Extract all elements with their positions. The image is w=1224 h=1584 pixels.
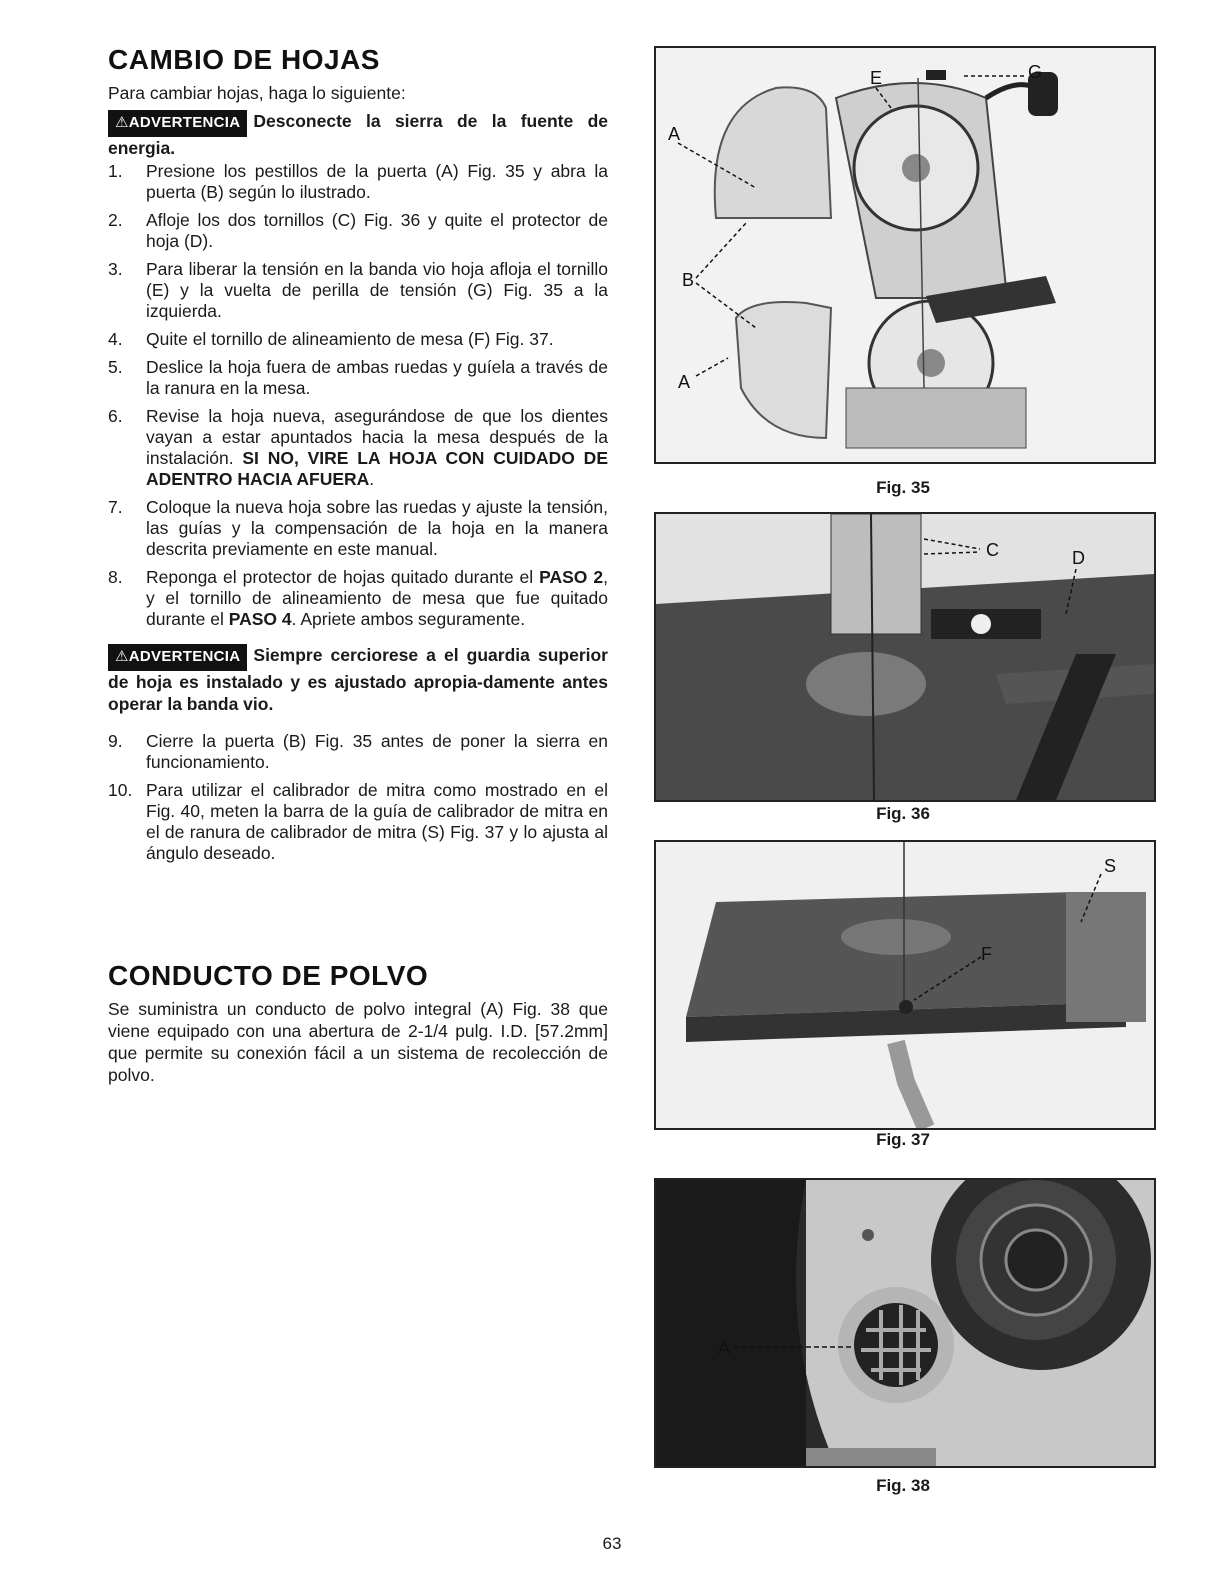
figure-37-image: [654, 840, 1156, 1130]
fig38-label-a: A: [718, 1338, 731, 1358]
step-text: Reponga el protector de hojas quitado durante el: [146, 567, 540, 587]
warning-text-2: Siempre cerciorese a el guardia superior de hoja es instalado y es ajustado apropia-damente antes operar la banda vio.: [108, 645, 608, 714]
step-text: Cierre la puerta (B) Fig. 35 antes de poner la sierra en funcionamiento.: [146, 731, 608, 772]
step-number: 8.: [108, 567, 123, 587]
step-number: 9.: [108, 731, 123, 751]
figure-35-image: [654, 46, 1156, 464]
step-text: PASO 2: [539, 567, 604, 587]
step-number: 6.: [108, 406, 123, 426]
step-text: Revise la hoja nueva, asegurándose de que los dientes vayan a estar apuntados hacia la mesa después de la instalación.: [146, 406, 608, 468]
step-text: Para liberar la tensión en la banda vio hoja afloja el tornillo (E) y la vuelta de perilla de tensión (G) Fig. 35 a la izquierda.: [146, 259, 608, 321]
step-text: Para utilizar el calibrador de mitra como mostrado en el Fig. 40, meten la barra de la guía de calibrador de mitra en el de ranura de calibrador de mitra (S) Fig. 37 y lo ajusta al ángulo deseado.: [146, 780, 608, 863]
step-item: [108, 780, 608, 864]
step-number: 7.: [108, 497, 123, 517]
fig35-label-g: G: [1028, 62, 1043, 82]
step-number: 10.: [108, 780, 133, 800]
warning-badge: ⚠ADVERTENCIA: [108, 110, 247, 137]
fig35-label-a-top: A: [668, 124, 681, 144]
fig37-label-f: F: [981, 944, 992, 964]
fig35-caption: Fig. 35: [876, 478, 930, 497]
fig36-label-c: C: [986, 540, 999, 560]
fig37-label-s: S: [1104, 856, 1117, 876]
fig36-label-d: D: [1072, 548, 1085, 568]
step-number: 1.: [108, 161, 123, 181]
step-item: [108, 357, 608, 399]
step-text: Quite el tornillo de alineamiento de mesa (F) Fig. 37.: [146, 329, 554, 349]
warning-badge-2: ⚠ADVERTENCIA: [108, 644, 247, 671]
step-number: 5.: [108, 357, 123, 377]
warning-disconnect: [108, 110, 608, 159]
fig35-label-a-bottom: A: [678, 372, 691, 392]
figure-36-image: [654, 512, 1156, 802]
dust-text: Se suministra un conducto de polvo integral (A) Fig. 38 que viene equipado con una abertura de 2-1/4 pulg. I.D. [57.2mm] que permite su conexión fácil a un sistema de recolección de polvo.: [108, 999, 608, 1085]
step-item: [108, 210, 608, 252]
step-item: [108, 567, 608, 630]
section-title-dust: CONDUCTO DE POLVO: [108, 960, 429, 991]
step-text: Presione los pestillos de la puerta (A) Fig. 35 y abra la puerta (B) según lo ilustrado.: [146, 161, 608, 202]
warning-guard: [108, 644, 608, 715]
left-column: [108, 44, 608, 871]
step-item: [108, 497, 608, 560]
warning-text: Desconecte la sierra de la fuente de energia.: [108, 111, 608, 158]
fig35-label-b: B: [682, 270, 695, 290]
step-number: 4.: [108, 329, 123, 349]
section-title-blade-change: CAMBIO DE HOJAS: [108, 44, 380, 75]
step-item: [108, 259, 608, 322]
step-text: SI NO, VIRE LA HOJA CON CUIDADO DE ADENTRO HACIA AFUERA: [146, 448, 608, 489]
fig35-label-e: E: [870, 68, 883, 88]
step-number: 3.: [108, 259, 123, 279]
intro-text: Para cambiar hojas, haga lo siguiente:: [108, 83, 406, 103]
fig36-caption: Fig. 36: [876, 804, 930, 823]
step-text: Afloje los dos tornillos (C) Fig. 36 y quite el protector de hoja (D).: [146, 210, 608, 251]
step-number: 2.: [108, 210, 123, 230]
step-text: Coloque la nueva hoja sobre las ruedas y ajuste la tensión, las guías y la compensación de la hoja en la manera descrita previamente en este manual.: [146, 497, 608, 559]
step-text: , y el tornillo de alineamiento de mesa que fue quitado durante el: [146, 567, 608, 629]
page-number: 63: [602, 1534, 622, 1553]
step-item: [108, 731, 608, 773]
step-text: Deslice la hoja fuera de ambas ruedas y guíela a través de la ranura en la mesa.: [146, 357, 608, 398]
figure-38-image: [654, 1178, 1156, 1468]
step-text: PASO 4: [228, 609, 292, 629]
step-item: [108, 406, 608, 490]
step-text: .: [369, 469, 375, 489]
dust-section: [108, 960, 608, 1092]
step-item: [108, 161, 608, 203]
steps-list: [108, 161, 608, 630]
step-text: . Apriete ambos seguramente.: [291, 609, 526, 629]
fig38-caption: Fig. 38: [876, 1476, 930, 1495]
fig37-caption: Fig. 37: [876, 1130, 930, 1149]
step-item: [108, 329, 608, 350]
steps-list-2: [108, 731, 608, 864]
